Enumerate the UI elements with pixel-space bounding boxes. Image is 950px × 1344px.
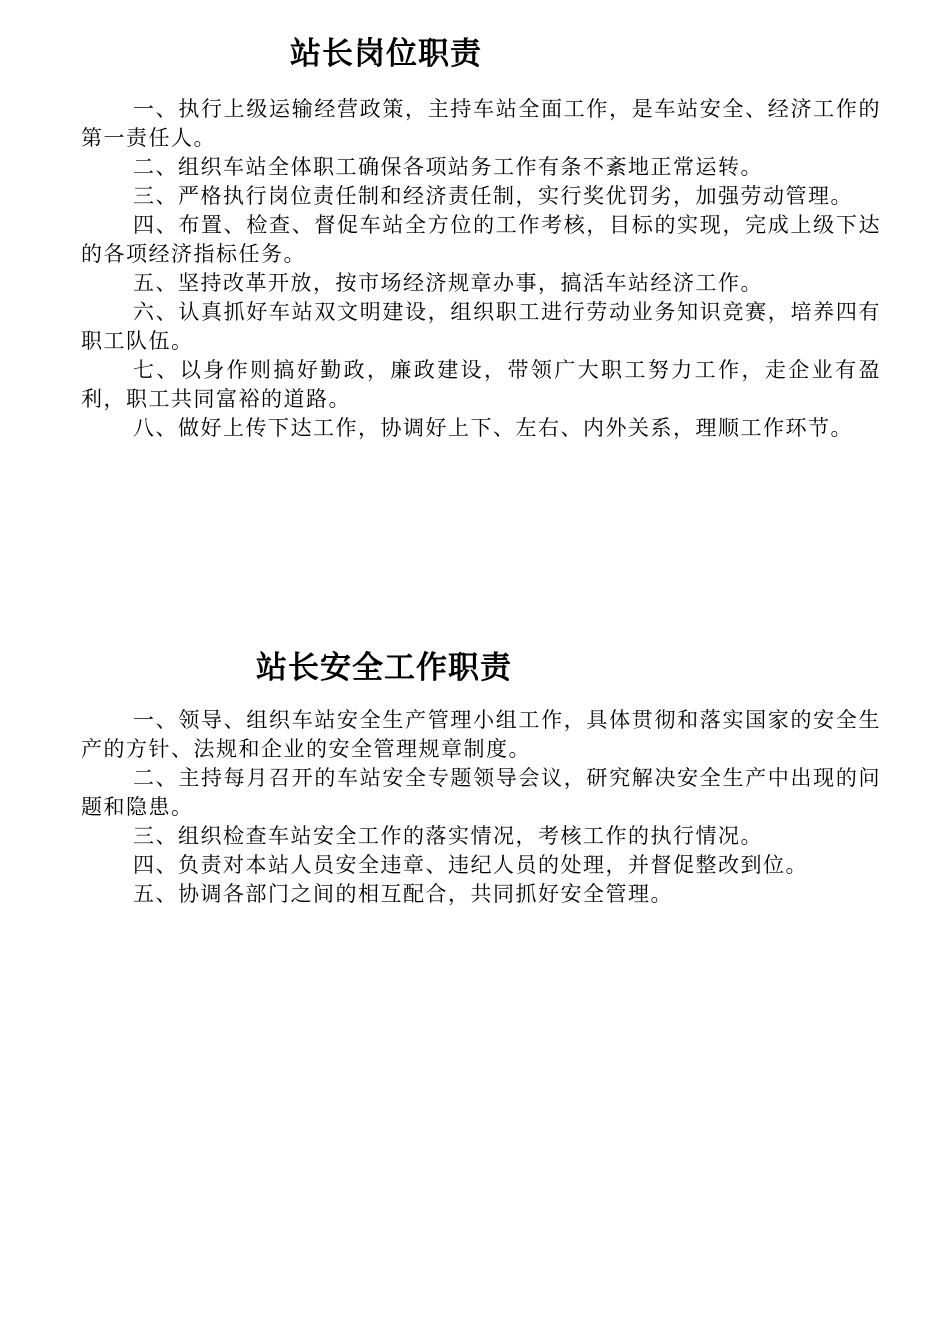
duty-item: 七、以身作则搞好勤政，廉政建设，带领广大职工努力工作，走企业有盈利，职工共同富裕的道路。	[81, 358, 881, 411]
duty-item: 五、坚持改革开放，按市场经济规章办事，搞活车站经济工作。	[133, 271, 763, 295]
duty-item: 三、组织检查车站安全工作的落实情况，考核工作的执行情况。	[133, 824, 763, 848]
duty-item: 八、做好上传下达工作，协调好上下、左右、内外关系，理顺工作环节。	[133, 416, 853, 440]
duty-list-station-master	[81, 95, 881, 443]
duty-list-safety	[81, 706, 881, 909]
duty-item: 五、协调各部门之间的相互配合，共同抓好安全管理。	[133, 882, 673, 906]
duty-item: 一、执行上级运输经营政策，主持车站全面工作，是车站安全、经济工作的第一责任人。	[81, 97, 881, 150]
duty-item: 二、主持每月召开的车站安全专题领导会议，研究解决安全生产中出现的问题和隐患。	[81, 766, 881, 819]
duty-item: 三、严格执行岗位责任制和经济责任制，实行奖优罚劣，加强劳动管理。	[133, 184, 853, 208]
duty-item: 六、认真抓好车站双文明建设，组织职工进行劳动业务知识竞赛，培养四有职工队伍。	[81, 300, 881, 353]
duty-item: 二、组织车站全体职工确保各项站务工作有条不紊地正常运转。	[133, 155, 763, 179]
section-title-safety-duties: 站长安全工作职责	[256, 650, 512, 686]
duty-item: 四、布置、检查、督促车站全方位的工作考核，目标的实现，完成上级下达的各项经济指标任务。	[81, 213, 881, 266]
section-title-station-master-duties: 站长岗位职责	[290, 36, 482, 72]
duty-item: 四、负责对本站人员安全违章、违纪人员的处理，并督促整改到位。	[133, 853, 808, 877]
duty-item: 一、领导、组织车站安全生产管理小组工作，具体贯彻和落实国家的安全生产的方针、法规和企业的安全管理规章制度。	[81, 708, 881, 761]
